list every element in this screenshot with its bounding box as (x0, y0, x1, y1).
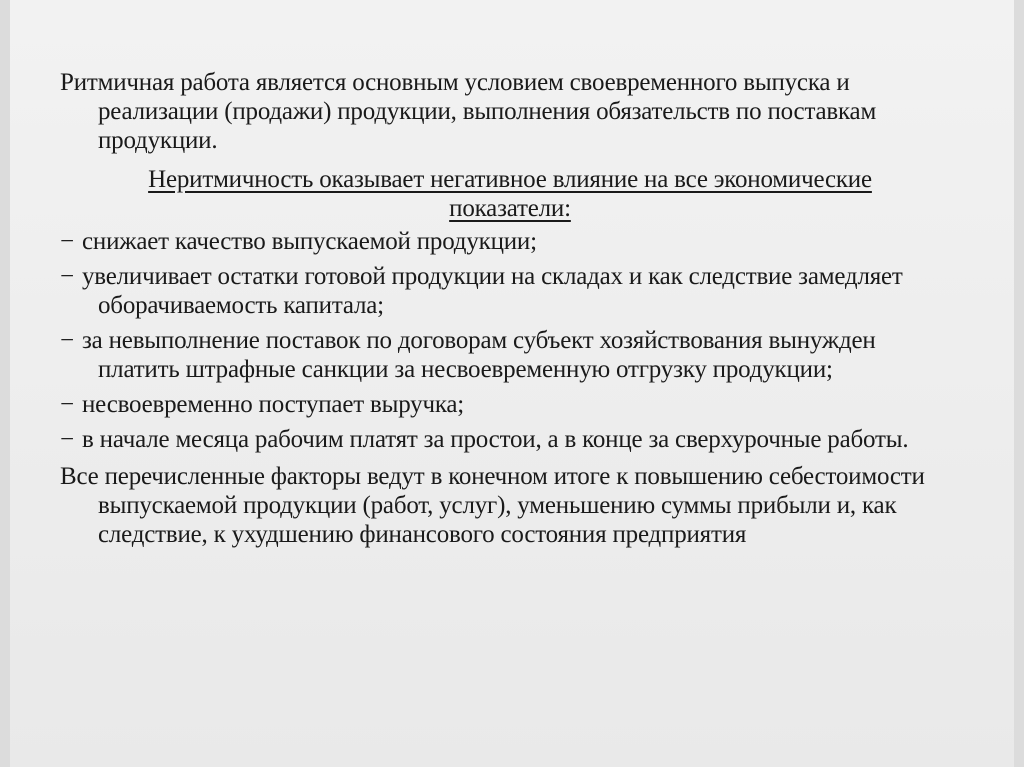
section-heading-text: Неритмичность оказывает негативное влияние на все экономические показатели: (148, 166, 872, 222)
bullet-item (60, 326, 960, 384)
bullet-text: в начале месяца рабочим платят за простои, а в конце за сверхурочные работы. (82, 426, 909, 453)
bullet-text: за невыполнение поставок по договорам субъект хозяйствования вынужден платить штрафные санкции за несвоевременную отгрузку продукции; (82, 327, 876, 383)
bullet-marker: − (60, 391, 74, 418)
bullet-item (60, 227, 960, 256)
bullet-item (60, 390, 960, 419)
bullet-text: снижает качество выпускаемой продукции; (82, 228, 537, 255)
bullet-text: увеличивает остатки готовой продукции на складах и как следствие замедляет оборачиваемость капитала; (82, 263, 903, 319)
bullet-marker: − (60, 228, 74, 255)
intro-paragraph: Ритмичная работа является основным условием своевременного выпуска и реализации (продажи) продукции, выполнения обязательств по поставкам продукции. (60, 69, 877, 154)
bullet-item (60, 262, 960, 320)
bullet-marker: − (60, 263, 74, 290)
bullet-marker: − (60, 426, 74, 453)
bullet-item (60, 425, 960, 454)
bullet-text: несвоевременно поступает выручка; (82, 391, 465, 418)
section-heading (60, 165, 960, 223)
slide-content (60, 68, 960, 559)
conclusion-paragraph: Все перечисленные факторы ведут в конечном итоге к повышению себестоимости выпускаемой продукции (работ, услуг), уменьшению суммы прибыли и, как следствие, к ухудшению финансового состояния предприятия (60, 463, 925, 548)
bullet-marker: − (60, 327, 74, 354)
